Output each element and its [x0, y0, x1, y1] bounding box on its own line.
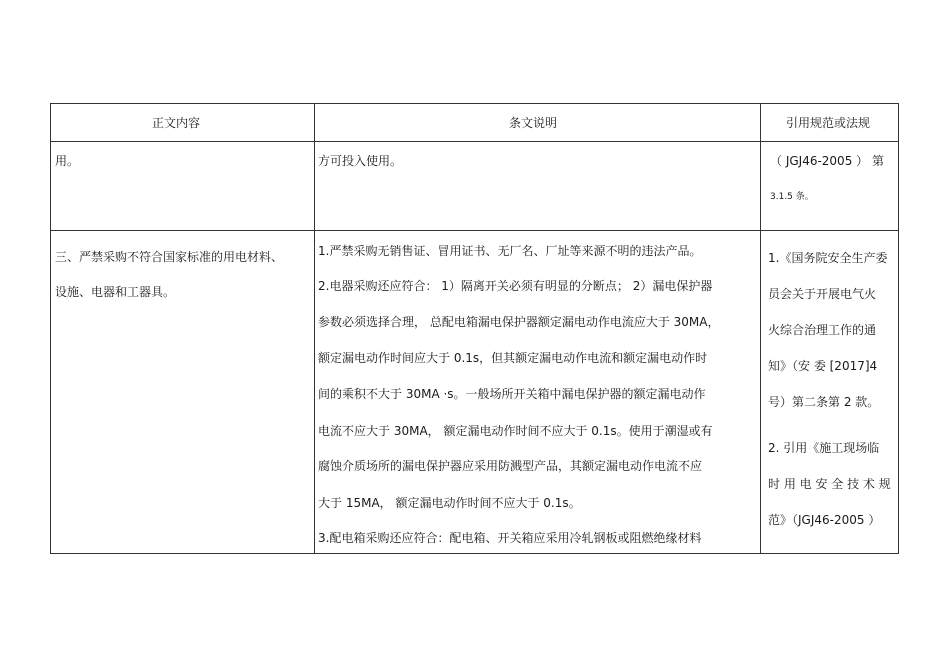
row1-reference-line: 3.1.5 条。 — [770, 192, 814, 202]
row2-reference-line: 号）第二条第 2 款。 — [768, 395, 880, 409]
row2-reference-line: 2. 引用《施工现场临 — [768, 441, 880, 455]
row2-reference-line: 火综合治理工作的通 — [768, 323, 877, 337]
row2-reference-line: 员会关于开展电气火 — [768, 287, 877, 301]
row2-reference-line: 范》（JGJ46-2005 ） — [768, 513, 881, 527]
row2-reference-line: 1.《国务院安全生产委 — [768, 251, 888, 265]
header-reference-col: 引用规范或法规 — [786, 116, 871, 130]
row2-explanation-line: 额定漏电动作时间应大于 0.1s，但其额定漏电动作电流和额定漏电动作时 — [318, 351, 708, 365]
row2-explanation-line: 2.电器采购还应符合： 1）隔离开关必须有明显的分断点； 2）漏电保护器 — [318, 279, 713, 293]
row2-explanation-line: 1.严禁采购无销售证、冒用证书、无厂名、厂址等来源不明的违法产品。 — [318, 244, 702, 258]
column-divider — [314, 104, 315, 553]
row2-explanation-line: 间的乘积不大于 30MA ·s。一般场所开关箱中漏电保护器的额定漏电动作 — [318, 387, 706, 401]
row1-explanation: 方可投入使用。 — [318, 154, 403, 168]
header-divider — [51, 141, 898, 142]
row2-explanation-line: 腐蚀介质场所的漏电保护器应采用防溅型产品，其额定漏电动作电流不应 — [318, 459, 703, 473]
header-explanation-col: 条文说明 — [509, 116, 558, 130]
row-divider — [51, 230, 898, 231]
row2-reference-line: 知》（安 委 [2017]4 — [768, 359, 878, 373]
row2-explanation-line: 电流不应大于 30MA， 额定漏电动作时间不应大于 0.1s。使用于潮湿或有 — [318, 424, 713, 438]
row1-content: 用。 — [55, 154, 80, 168]
row2-explanation-line: 参数必须选择合理， 总配电箱漏电保护器额定漏电动作电流应大于 30MA， — [318, 315, 720, 329]
header-content-col: 正文内容 — [152, 116, 201, 130]
column-divider — [760, 104, 761, 553]
row1-reference-line: （ JGJ46-2005 ） 第 — [770, 154, 884, 168]
row2-reference-line: 时 用 电 安 全 技 术 规 — [768, 477, 891, 491]
row2-content-line: 设施、电器和工器具。 — [55, 285, 176, 299]
row2-content-line: 三、严禁采购不符合国家标准的用电材料、 — [55, 250, 284, 264]
row2-explanation-line: 3.配电箱采购还应符合：配电箱、开关箱应采用冷轧钢板或阻燃绝缘材料 — [318, 531, 702, 545]
row2-explanation-line: 大于 15MA， 额定漏电动作时间不应大于 0.1s。 — [318, 496, 581, 510]
